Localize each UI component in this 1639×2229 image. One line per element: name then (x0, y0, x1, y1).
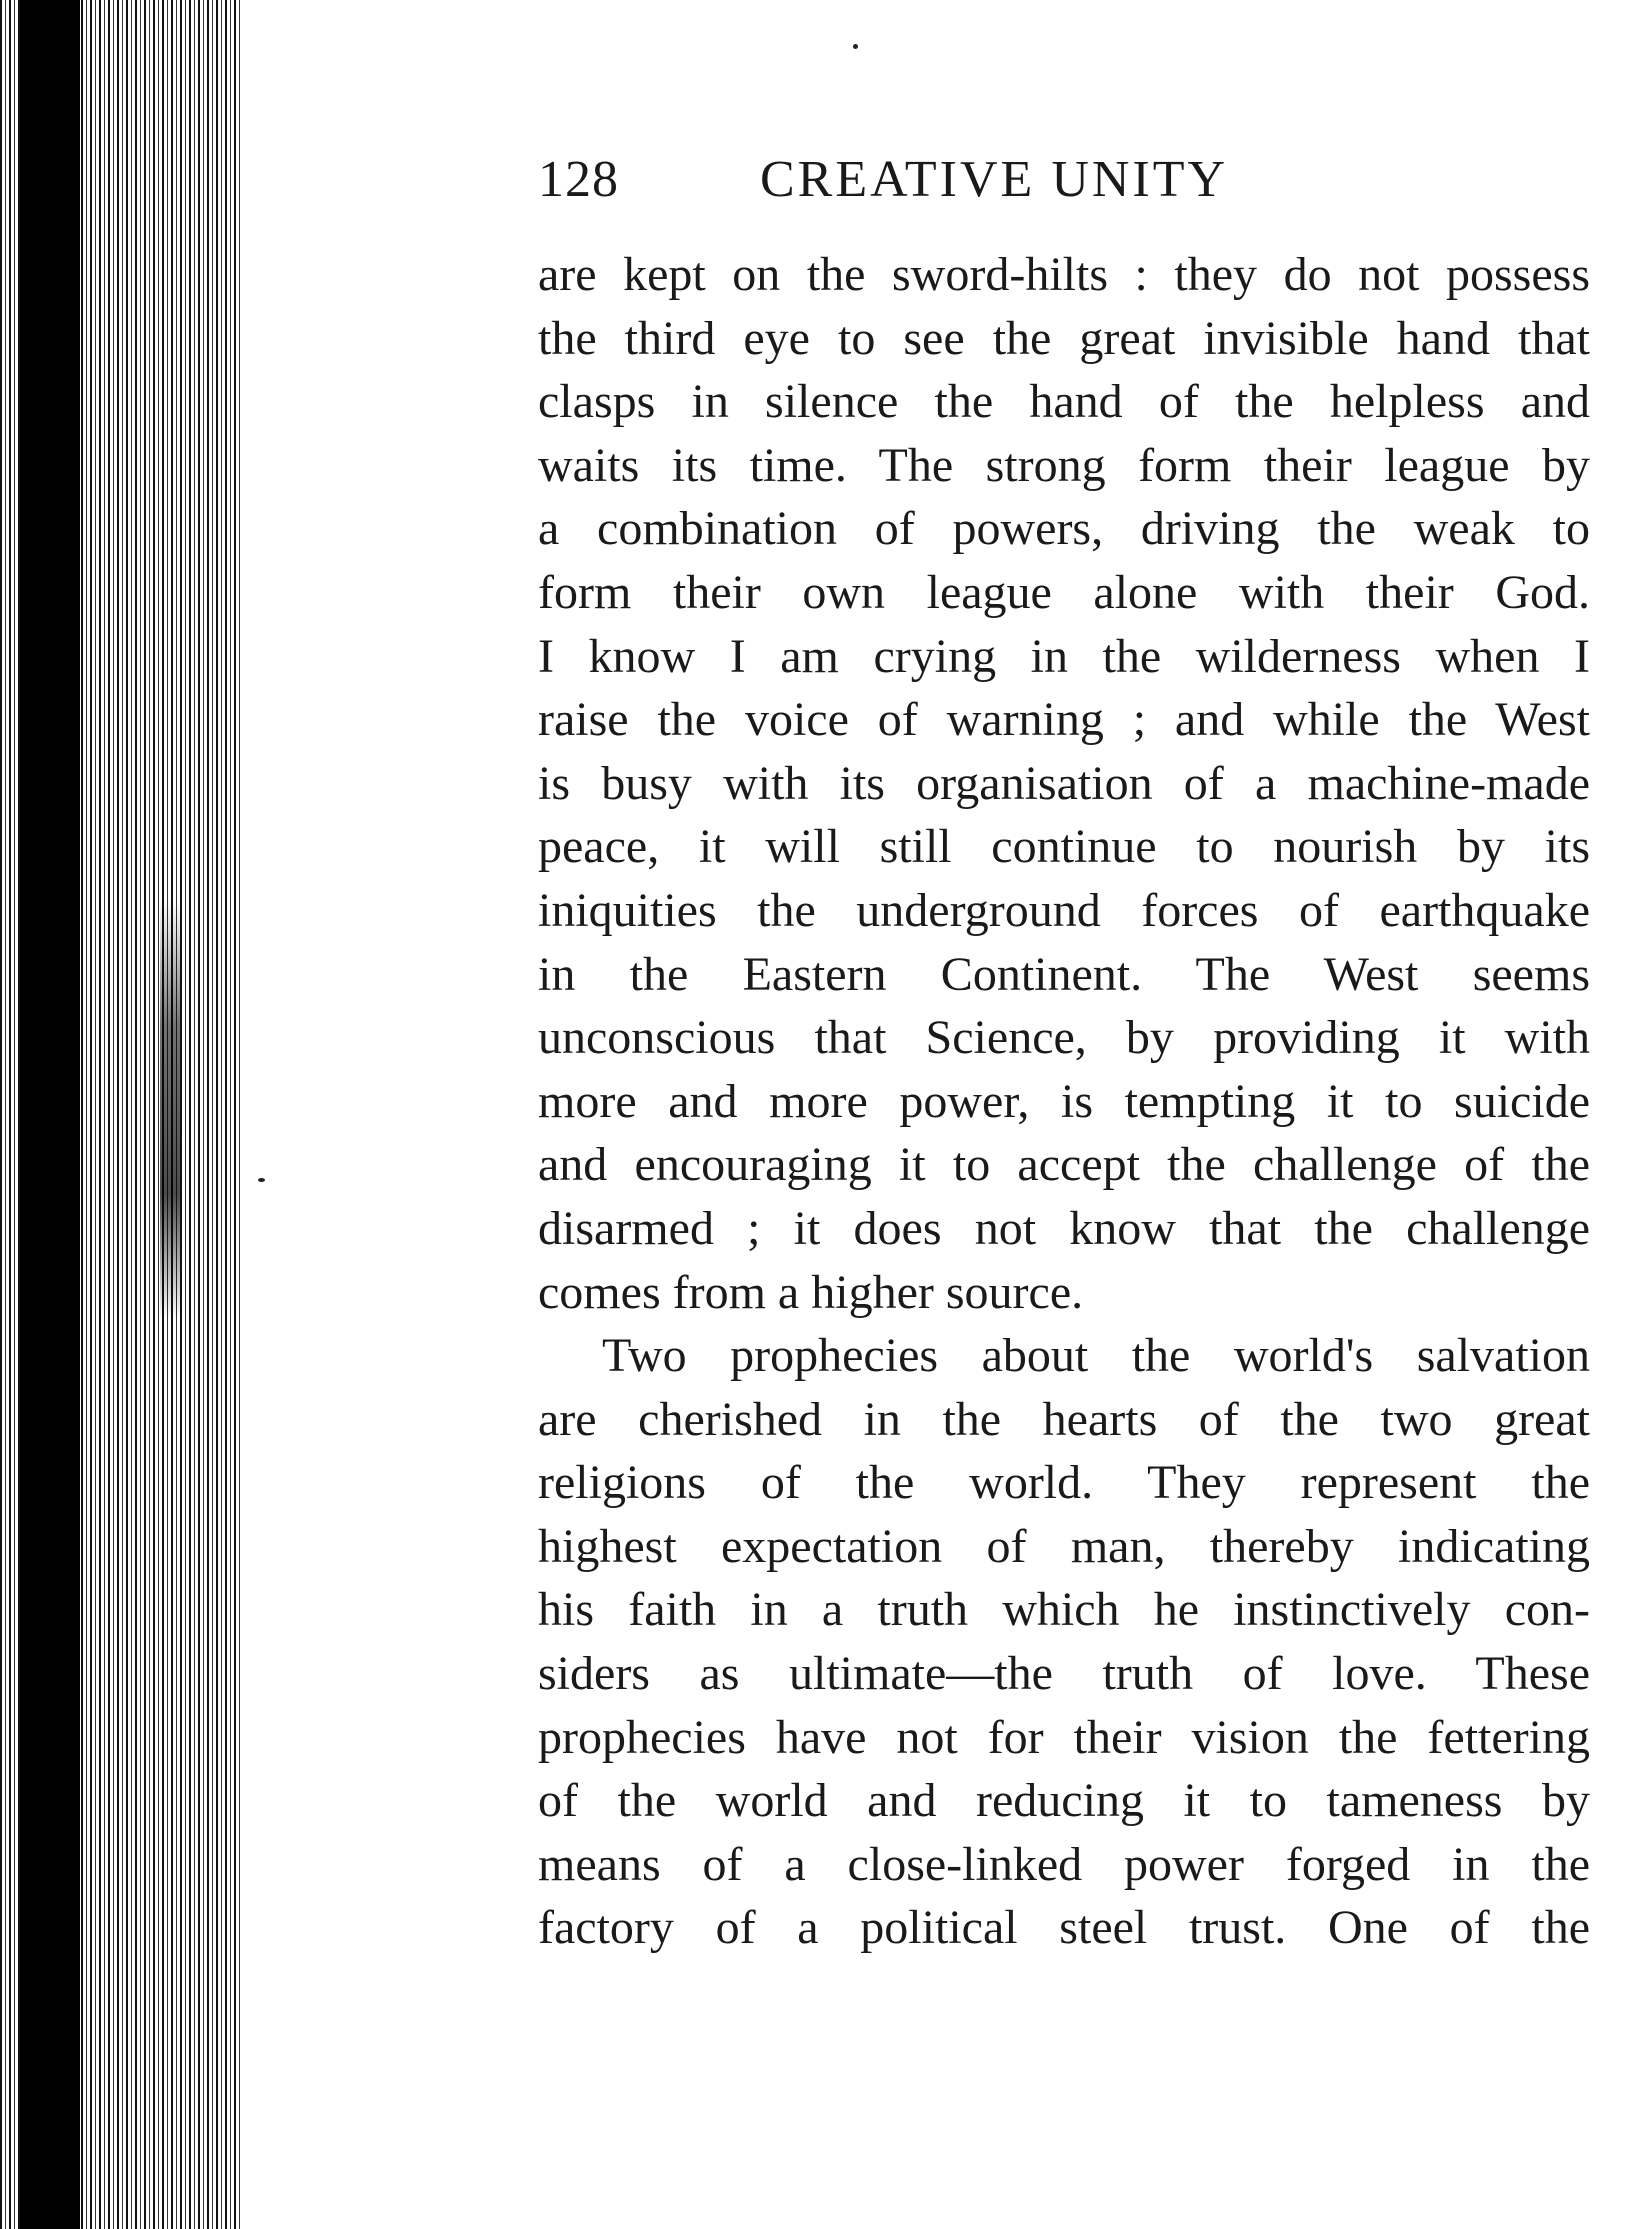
book-spine-gutter (0, 0, 240, 2229)
text-line: in the Eastern Continent. The West seems (538, 947, 1590, 1001)
text-line: form their own league alone with their God. (538, 565, 1590, 619)
text-line: comes from a higher source. (538, 1265, 1084, 1319)
paragraph (538, 1324, 1590, 1960)
text-line: iniquities the underground forces of earthquake (538, 883, 1590, 937)
text-line: clasps in silence the hand of the helpless and (538, 375, 1590, 429)
text-line: siders as ultimate—the truth of love. These (538, 1647, 1590, 1701)
text-line: his faith in a truth which he instinctively con- (538, 1583, 1590, 1637)
text-line: means of a close-linked power forged in the (538, 1837, 1590, 1891)
text-line: of the world and reducing it to tameness by (538, 1774, 1590, 1828)
scan-speck (258, 1178, 265, 1182)
text-line: unconscious that Science, by providing it with (538, 1011, 1590, 1065)
text-line: raise the voice of warning ; and while the West (538, 693, 1590, 747)
text-line: are cherished in the hearts of the two great (538, 1392, 1590, 1446)
text-line: disarmed ; it does not know that the challenge (538, 1201, 1590, 1255)
text-line: and encouraging it to accept the challenge of the (538, 1138, 1590, 1192)
text-line: Two prophecies about the world's salvation (602, 1329, 1590, 1383)
text-line: highest expectation of man, thereby indicating (538, 1519, 1590, 1573)
page-header (538, 150, 1588, 220)
text-line: waits its time. The strong form their league by (538, 438, 1590, 492)
text-line: peace, it will still continue to nourish by its (538, 820, 1590, 874)
text-line: I know I am crying in the wilderness when I (538, 629, 1590, 683)
text-line: more and more power, is tempting it to suicide (538, 1074, 1590, 1128)
paragraph (538, 243, 1590, 1324)
page-number: 128 (538, 151, 619, 208)
body-text (538, 243, 1590, 1960)
text-line: the third eye to see the great invisible hand that (538, 311, 1590, 365)
text-line: is busy with its organisation of a machine-made (538, 756, 1590, 810)
text-line: a combination of powers, driving the weak to (538, 502, 1590, 556)
scan-speck (853, 44, 858, 49)
text-line: factory of a political steel trust. One of the (538, 1901, 1590, 1955)
text-line: are kept on the sword-hilts : they do not possess (538, 248, 1590, 301)
text-line: prophecies have not for their vision the fettering (538, 1710, 1590, 1764)
running-title: CREATIVE UNITY (760, 151, 1229, 208)
text-line: religions of the world. They represent the (538, 1456, 1590, 1510)
